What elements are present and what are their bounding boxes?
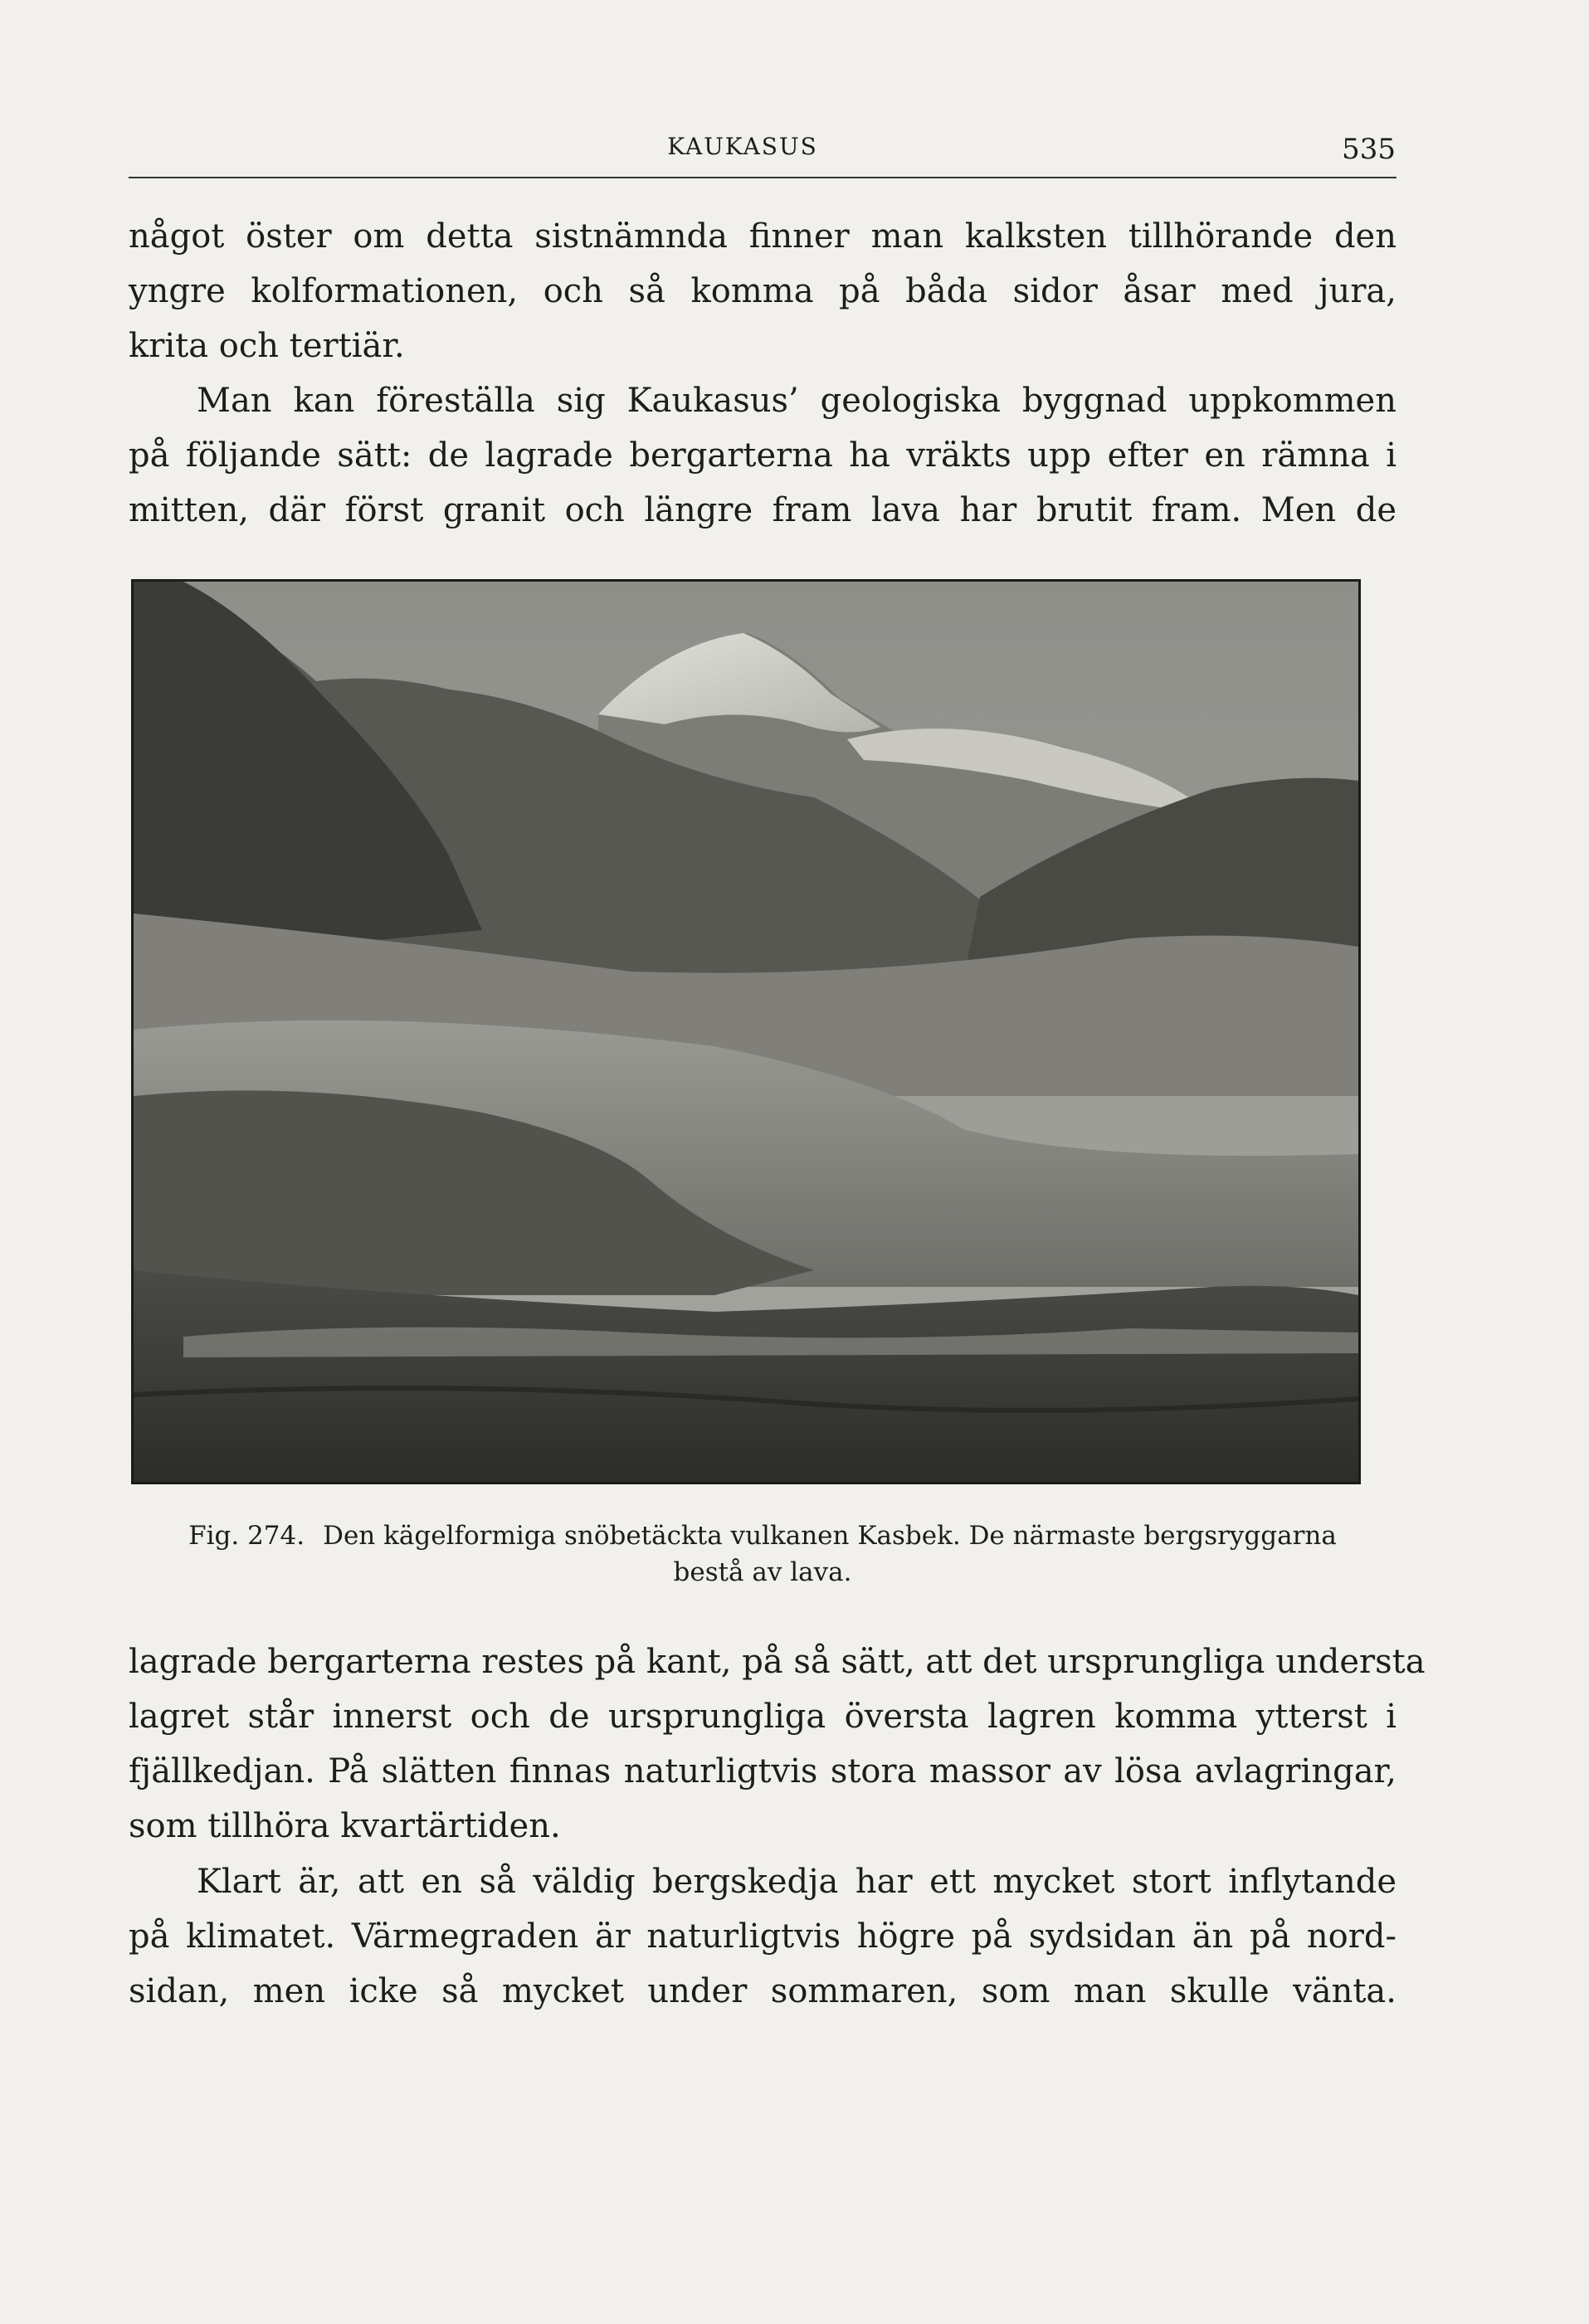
figure-label: Fig. 274. — [188, 1521, 305, 1551]
paragraph-line: lagrade bergarterna restes på kant, på så sätt, att det ursprungliga understa — [129, 1643, 1426, 1681]
caption-line — [129, 1518, 1396, 1554]
paragraph-line: Man kan föreställa sig Kaukasus’ geologiska byggnad uppkommen — [197, 382, 1396, 420]
paragraph-line: något öster om detta sistnämnda finner man kalksten tillhörande den — [129, 217, 1396, 256]
caption-text: Den kägelformiga snöbetäckta vulkanen Kasbek. De närmaste bergsryggarna — [323, 1521, 1337, 1551]
paragraph-line: lagret står innerst och de ursprungliga översta lagren komma ytterst i — [129, 1698, 1396, 1736]
figure-caption — [129, 1518, 1396, 1591]
paragraph-line: som tillhöra kvartärtiden. — [129, 1807, 561, 1845]
paragraph-line: krita och tertiär. — [129, 327, 405, 365]
page-number: 535 — [1342, 133, 1396, 166]
paragraph-4 — [129, 1854, 1396, 2019]
paragraph-line: mitten, där först granit och längre fram lava har brutit fram. Men de — [129, 491, 1396, 529]
paragraph-line: Klart är, att en så väldig bergskedja har ett mycket stort inflytande — [197, 1863, 1396, 1901]
header-rule — [129, 177, 1396, 178]
running-title: KAUKASUS — [667, 133, 818, 160]
paragraph-3 — [129, 1635, 1426, 1854]
paragraph-1 — [129, 209, 1396, 373]
paragraph-line: fjällkedjan. På slätten finnas naturligtvis stora massor av lösa avlagringar, — [129, 1752, 1396, 1791]
running-head — [0, 133, 1589, 166]
caption-line-continuation: bestå av lava. — [673, 1557, 852, 1587]
paragraph-line: på följande sätt: de lagrade bergarterna ha vräkts upp efter en rämna i — [129, 436, 1396, 475]
mountain-landscape-photo — [134, 582, 1358, 1482]
paragraph-2 — [129, 373, 1396, 538]
paragraph-line: på klimatet. Värmegraden är naturligtvis högre på sydsidan än på nord- — [129, 1917, 1396, 1956]
paragraph-line: sidan, men icke så mycket under sommaren, som man skulle vänta. — [129, 1972, 1396, 2010]
figure-photograph — [131, 579, 1361, 1484]
paragraph-line: yngre kolformationen, och så komma på båda sidor åsar med jura, — [129, 272, 1396, 310]
